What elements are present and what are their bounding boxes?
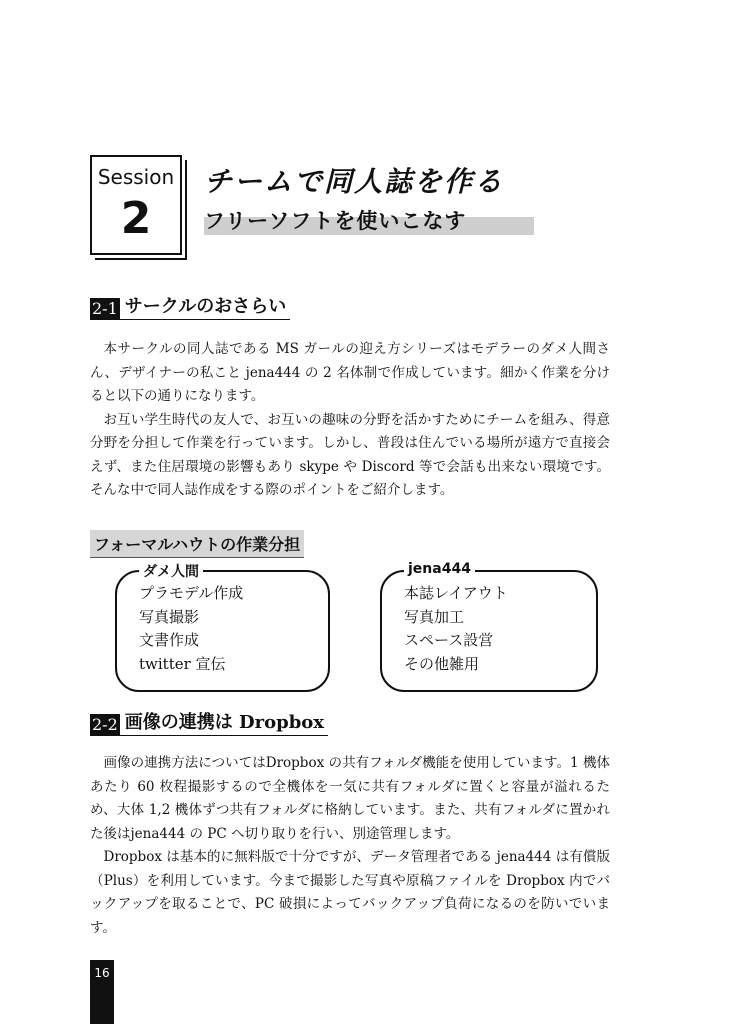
list-item: その他雑用 [404, 654, 480, 673]
chapter-title: チームで同人誌を作る [204, 165, 505, 198]
list-item: スペース設営 [404, 631, 494, 649]
list-item: 写真加工 [404, 607, 465, 626]
session-box [90, 155, 182, 255]
session-label: Session [97, 165, 175, 189]
paragraph: Dropbox は基本的に無料版で十分ですが、データ管理者である jena444 は有償版（Plus）を利用しています。今まで撮影した写真や原稿ファイルを Dropbox 内でバックアップを取ることで、PC 破損によってバックアップ負荷になるのを防いでいます。 [90, 849, 610, 936]
section-2-body [90, 752, 610, 940]
section-number: 2-2 [92, 715, 118, 734]
paragraph: 本サークルの同人誌である MS ガールの迎え方シリーズはモデラーのダメ人間さん、デザイナーの私こと jena444 の 2 名体制で作成しています。細かく作業を分けると以下の通りになります。 [90, 341, 610, 404]
page-number: 16 [94, 966, 110, 980]
task-list [139, 582, 243, 676]
list-item: 文書作成 [139, 631, 200, 649]
list-item: 写真撮影 [139, 607, 200, 626]
paragraph: 画像の連携方法についてはDropbox の共有フォルダ機能を使用しています。1 機体あたり 60 枚程撮影するので全機体を一気に共有フォルダに置くと容量が溢れるため、大体 1,2 機体ずつ共有フォルダに格納しています。また、共有フォルダに置かれた後はjena444 の PC へ切り取りを行い、別途管理します。 [90, 755, 610, 842]
section-title: サークルのおさらい [120, 297, 290, 320]
page-number-tab [90, 960, 114, 1024]
list-item: twitter 宣伝 [139, 654, 226, 673]
task-list [404, 582, 508, 676]
section-heading-2-2 [90, 713, 328, 736]
session-number: 2 [120, 193, 152, 244]
section-number: 2-1 [92, 299, 118, 318]
roles-heading: フォーマルハウトの作業分担 [90, 530, 304, 558]
section-title: 画像の連携は Dropbox [120, 713, 328, 736]
section-heading-2-1 [90, 297, 290, 320]
role-box-jena444 [380, 561, 598, 692]
paragraph: お互い学生時代の友人で、お互いの趣味の分野を活かすためにチームを組み、得意分野を分担して作業を行っています。しかし、普段は住んでいる場所が遠方で直接会えず、また住居環境の影響もあり skype や Discord 等で会話も出来ない環境です。そんな中で同人誌作成をする際のポイントをご紹介します。 [90, 411, 610, 498]
list-item: 本誌レイアウト [404, 584, 508, 602]
section-1-body [90, 338, 610, 503]
member-name: ダメ人間 [139, 561, 203, 581]
chapter-subtitle: フリーソフトを使いこなす [204, 209, 467, 233]
role-box-damen [115, 564, 330, 692]
list-item: プラモデル作成 [139, 584, 244, 602]
member-name: jena444 [404, 561, 475, 577]
